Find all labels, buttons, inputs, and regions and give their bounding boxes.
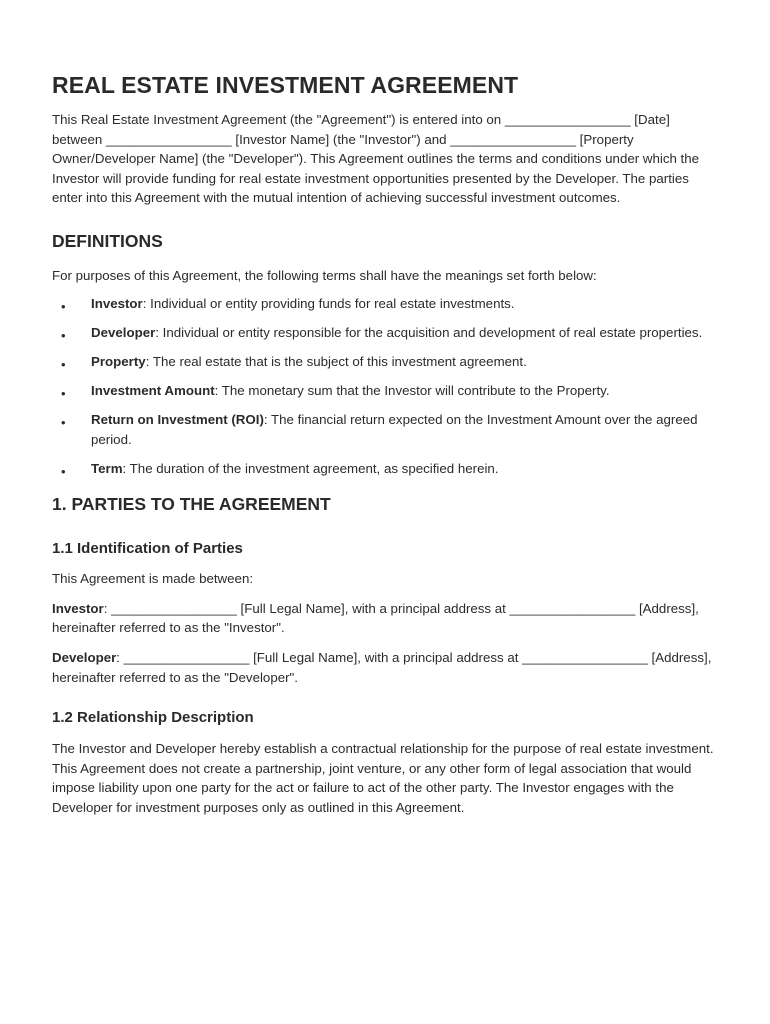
definition-term: Investment Amount bbox=[91, 382, 215, 398]
document-title: REAL ESTATE INVESTMENT AGREEMENT bbox=[52, 72, 519, 98]
definition-item-term bbox=[52, 459, 722, 479]
bullet-icon: • bbox=[61, 463, 66, 479]
party-text: : _________________ [Full Legal Name], with a principal address at _________________ [Address], hereinafter referred to as the "Developer". bbox=[52, 650, 712, 685]
section-1-heading: 1. PARTIES TO THE AGREEMENT bbox=[52, 494, 331, 515]
developer-party-paragraph bbox=[52, 648, 722, 687]
relationship-description: The Investor and Developer hereby establish a contractual relationship for the purpose of real estate investment. This Agreement does not create a partnership, joint venture, or any other form of legal association that would impose liability upon one party for the act or failure to act of the other party. The Investor engages with the Developer for investment purposes only as outlined in this Agreement. bbox=[52, 741, 714, 815]
definitions-lead: For purposes of this Agreement, the following terms shall have the meanings set forth below: bbox=[52, 267, 597, 283]
party-text: : _________________ [Full Legal Name], with a principal address at _________________ [Address], hereinafter referred to as the "Investor". bbox=[52, 600, 699, 636]
bullet-icon: • bbox=[61, 298, 66, 314]
definition-term: Investor bbox=[91, 295, 143, 311]
definition-text: : Individual or entity providing funds for real estate investments. bbox=[142, 295, 515, 311]
subsection-1-1-heading: 1.1 Identification of Parties bbox=[52, 540, 243, 558]
definition-text: : Individual or entity responsible for the acquisition and development of real estate properties. bbox=[155, 324, 703, 340]
made-between-text: This Agreement is made between: bbox=[52, 571, 254, 587]
definition-term: Developer bbox=[91, 324, 156, 340]
definition-text: : The duration of the investment agreement, as specified herein. bbox=[122, 460, 499, 476]
definition-term: Return on Investment (ROI) bbox=[91, 411, 264, 427]
intro-paragraph: This Real Estate Investment Agreement (the "Agreement") is entered into on _________________ [Date] between _________________ [Investor Name] (the "Investor") and _________________ [Property Owner/Developer Name] (the "Developer"). This Agreement outlines the terms and conditions under which the Investor will provide funding for real estate investment opportunities presented by the Developer. The parties enter into this Agreement with the mutual intention of achieving successful investment outcomes. bbox=[52, 112, 700, 206]
definition-text: : The monetary sum that the Investor will contribute to the Property. bbox=[214, 382, 610, 398]
bullet-icon: • bbox=[61, 385, 66, 401]
party-term: Developer bbox=[52, 650, 117, 665]
investor-party-paragraph bbox=[52, 599, 722, 638]
document-page bbox=[52, 70, 722, 818]
bullet-icon: • bbox=[61, 327, 66, 343]
definition-item-investor bbox=[52, 294, 722, 314]
definition-item-investment-amount bbox=[52, 381, 722, 401]
definition-item-property bbox=[52, 352, 722, 372]
definition-item-developer bbox=[52, 323, 722, 343]
definitions-heading: DEFINITIONS bbox=[52, 230, 163, 251]
definition-term: Property bbox=[91, 353, 146, 369]
definition-text: : The real estate that is the subject of this investment agreement. bbox=[145, 353, 527, 369]
definition-text: : The financial return expected on the Investment Amount over the agreed period. bbox=[91, 411, 698, 447]
party-term: Investor bbox=[52, 600, 104, 616]
bullet-icon: • bbox=[61, 356, 66, 372]
definition-item-roi bbox=[52, 410, 722, 449]
definitions-list bbox=[52, 294, 722, 479]
definition-term: Term bbox=[91, 460, 123, 476]
bullet-icon: • bbox=[61, 414, 66, 430]
subsection-1-2-heading: 1.2 Relationship Description bbox=[52, 709, 254, 727]
